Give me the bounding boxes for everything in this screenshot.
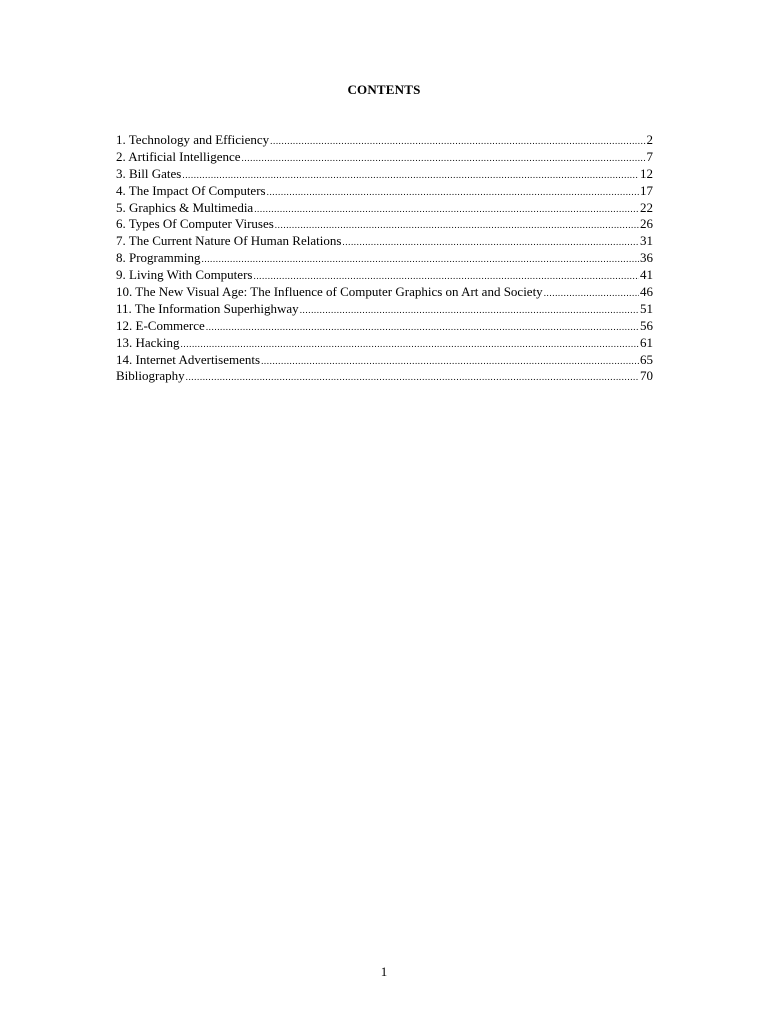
toc-entry-page: 31 [640, 233, 653, 249]
toc-entry-page: 22 [640, 199, 653, 215]
toc-entry-label: 6. Types Of Computer Viruses [116, 216, 274, 232]
contents-title: CONTENTS [347, 82, 421, 97]
toc-dot-leader [202, 251, 640, 268]
toc-entry-page: 7 [646, 148, 653, 164]
toc-dot-leader [300, 302, 639, 319]
toc-dot-leader [186, 369, 639, 386]
toc-entry-page: 12 [640, 165, 653, 181]
toc-dot-leader [182, 167, 639, 184]
toc-entry[interactable] [116, 250, 653, 267]
toc-entry-label: 2. Artificial Intelligence [116, 148, 241, 164]
toc-entry[interactable] [116, 318, 653, 335]
toc-entry[interactable] [116, 200, 653, 217]
toc-entry-label: Bibliography [116, 368, 185, 384]
toc-entry-label: 14. Internet Advertisements [116, 351, 261, 367]
toc-entry-label: 5. Graphics & Multimedia [116, 199, 254, 215]
toc-entry[interactable] [116, 368, 653, 385]
toc-entry-page: 17 [640, 182, 653, 198]
toc-entry-label: 8. Programming [116, 250, 201, 266]
toc-entry-page: 70 [640, 368, 653, 384]
toc-dot-leader [253, 268, 639, 285]
toc-dot-leader [267, 184, 639, 201]
toc-entry[interactable] [116, 183, 653, 200]
toc-dot-leader [270, 133, 645, 150]
toc-entry-page: 2 [646, 132, 653, 147]
toc-dot-leader [261, 353, 639, 370]
toc-dot-leader [544, 285, 639, 302]
toc-dot-leader [342, 234, 639, 251]
toc-entry[interactable] [116, 284, 653, 301]
toc-entry-label: 13. Hacking [116, 334, 180, 350]
toc-entry[interactable] [116, 301, 653, 318]
toc-entry-label: 3. Bill Gates [116, 165, 182, 181]
toc-entry-page: 51 [640, 300, 653, 316]
toc-entry-label: 7. The Current Nature Of Human Relations [116, 233, 342, 249]
toc-entry[interactable] [116, 166, 653, 183]
toc-entry[interactable] [116, 352, 653, 369]
toc-entry-page: 26 [640, 216, 653, 232]
toc-dot-leader [242, 150, 646, 167]
toc-entry-label: 4. The Impact Of Computers [116, 182, 266, 198]
toc-entry-page: 41 [640, 267, 653, 283]
toc-entry[interactable] [116, 335, 653, 352]
toc-dot-leader [206, 319, 639, 336]
toc-entry-page: 65 [640, 351, 653, 367]
toc-entry[interactable] [116, 267, 653, 284]
table-of-contents [116, 132, 653, 385]
toc-dot-leader [275, 217, 639, 234]
toc-entry[interactable] [116, 216, 653, 233]
toc-entry[interactable] [116, 233, 653, 250]
toc-entry-label: 9. Living With Computers [116, 267, 253, 283]
toc-dot-leader [181, 336, 639, 353]
toc-entry-page: 46 [640, 284, 653, 300]
toc-entry[interactable] [116, 149, 653, 166]
page-number: 1 [380, 964, 388, 979]
toc-entry-page: 36 [640, 250, 653, 266]
toc-entry-label: 1. Technology and Efficiency [116, 132, 270, 147]
toc-entry-label: 11. The Information Superhighway [116, 300, 299, 316]
toc-dot-leader [254, 201, 639, 218]
toc-entry-label: 10. The New Visual Age: The Influence of Computer Graphics on Art and Society [116, 284, 543, 300]
toc-entry-page: 56 [640, 317, 653, 333]
toc-entry-label: 12. E-Commerce [116, 317, 205, 333]
toc-entry-page: 61 [640, 334, 653, 350]
toc-entry[interactable] [116, 132, 653, 149]
